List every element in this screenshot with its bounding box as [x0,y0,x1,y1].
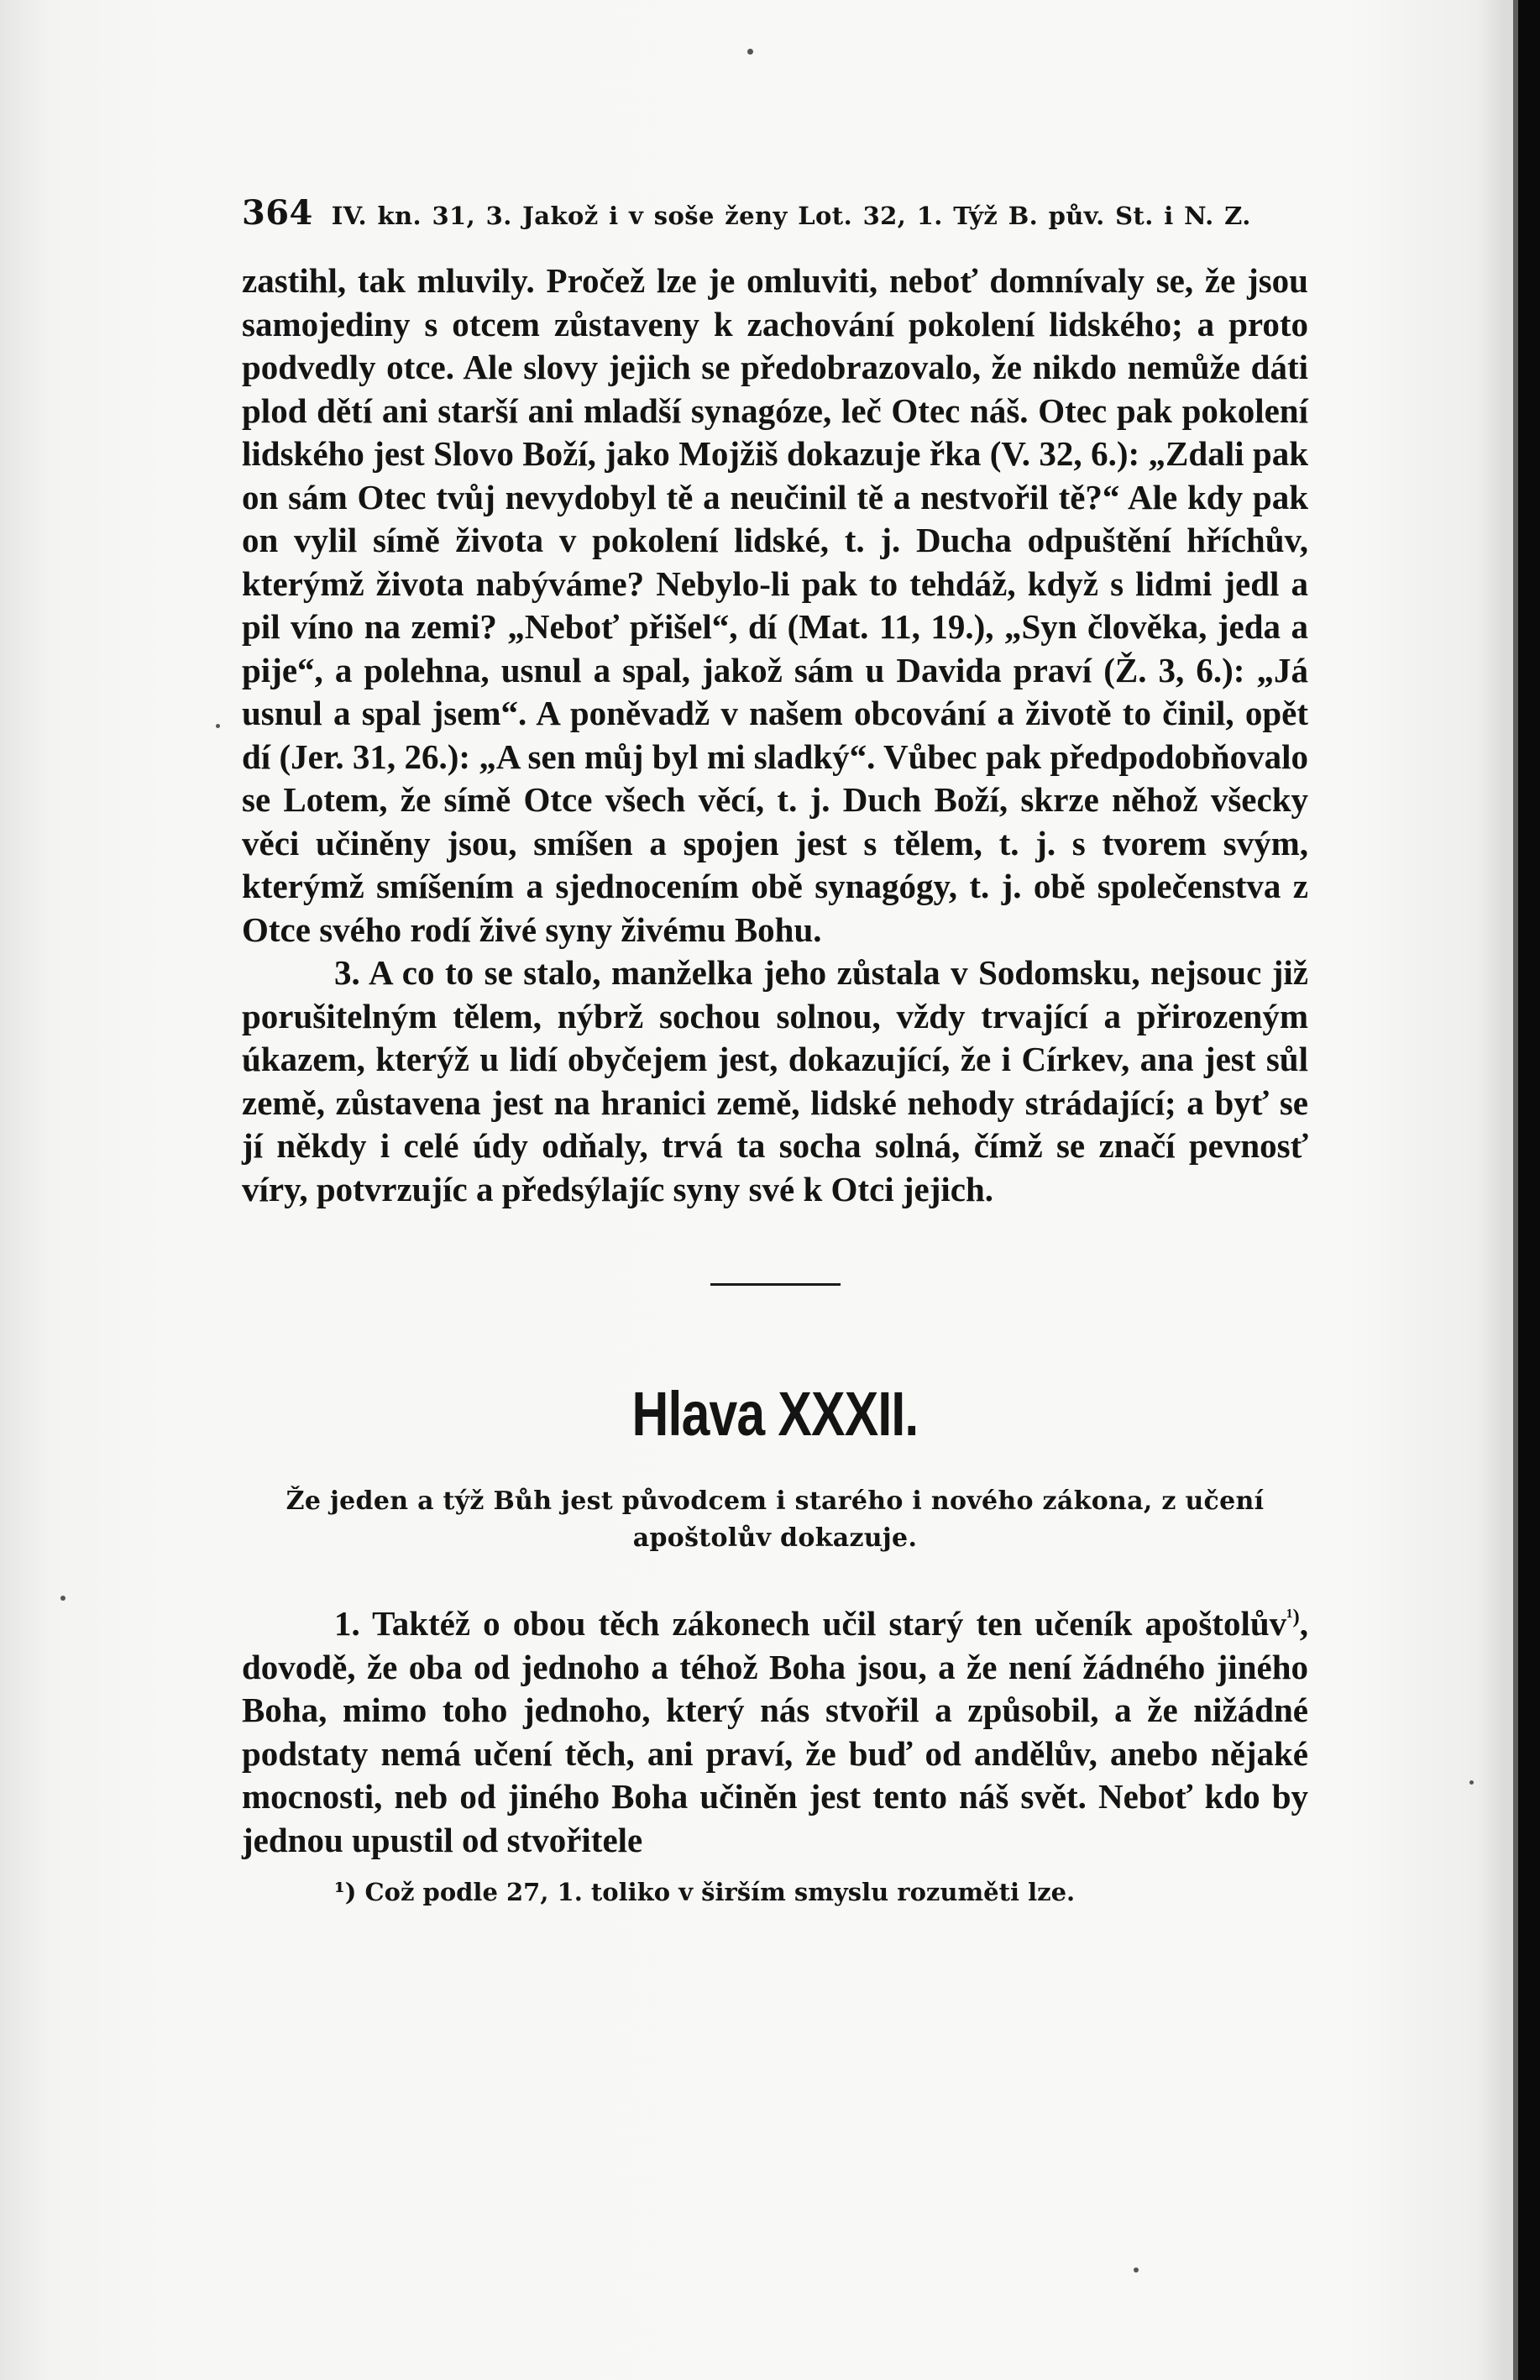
chapter-32-text [242,1602,1308,1862]
paragraph-text-rest: , dovodě, že oba od jednoho a téhož Boha jsou, a že není žádného jiného Boha, mimo toho jednoho, který nás stvořil a způsobil, a že nižádné podstaty nemá učení těch, ani praví, že buď od andělův, anebo nějaké mocnosti, neb od jiného Boha učiněn jest tento náš svět. Neboť kdo by jednou upustil od stvořitele [242,1604,1308,1859]
scan-speck [1469,1780,1474,1785]
page-number: 364 [242,193,313,233]
paragraph-section-3: 3. A co to se stalo, manželka jeho zůstala v Sodomsku, nejsouc již porušitelným tělem, nýbrž sochou solnou, vždy trvající a přirozeným úkazem, kterýž u lidí obyčejem jest, dokazující, že i Církev, ana jest sůl země, zůstavena jest na hranici země, lidské nehody strádající; a byť se jí někdy i celé údy odňaly, trvá ta socha solná, čímž se značí pevnosť víry, potvrzujíc a předsýlajíc syny své k Otci jejich. [242,953,1308,1208]
scan-speck [60,1596,65,1601]
scan-speck [1134,2267,1139,2273]
chapter-subtitle: Že jeden a týž Bůh jest původcem i starého i nového zákona, z učení apoštolův dokazuje. [285,1486,1265,1553]
running-header [242,193,1308,233]
footnote-marker: ¹) [334,1878,357,1906]
running-title: IV. kn. 31, 3. Jakož i v soše ženy Lot. 32, 1. Týž B. pův. St. i N. Z. [331,202,1251,230]
paragraph-text-start: 1. Taktéž o obou těch zákonech učil starý ten učeník apoštolův [334,1604,1287,1643]
footnote [242,1875,1308,1909]
paragraph-continuation: zastihl, tak mluvily. Pročež lze je omluviti, neboť domnívaly se, že jsou samojediny s otcem zůstaveny k zachování pokolení lidského; a proto podvedly otce. Ale slovy jejich se předobrazovalo, že nikdo nemůže dáti plod dětí ani starší ani mladší synagóze, leč Otec náš. Otec pak pokolení lidského jest Slovo Boží, jako Mojžiš dokazuje řka (V. 32, 6.): „Zdali pak on sám Otec tvůj nevydobyl tě a neučinil tě a nestvořil tě?“ Ale kdy pak on vylil símě života v pokolení lidské, t. j. Ducha odpuštění hříchův, kterýmž života nabýváme? Nebylo-li pak to tehdáž, když s lidmi jedl a pil víno na zemi? „Neboť přišel“, dí (Mat. 11, 19.), „Syn člověka, jeda a pije“, a polehna, usnul a spal, jakož sám u Davida praví (Ž. 3, 6.): „Já usnul a spal jsem“. A poněvadž v našem obcování a životě to činil, opět dí (Jer. 31, 26.): „A sen můj byl mi sladký“. Vůbec pak předpodobňovalo se Lotem, že símě Otce všech věcí, t. j. Duch Boží, skrze něhož všecky věci učiněny jsou, smíšen a spojen jest s tělem, t. j. s tvorem svým, kterýmž smíšením a sjednocením obě synagógy, t. j. obě společenstva z Otce svého rodí živé syny živému Bohu. [242,261,1308,949]
book-page [242,193,1308,1909]
spacer [242,1557,1308,1602]
chapter-31-text [242,259,1308,1211]
scan-speck [216,724,220,728]
section-divider [710,1283,841,1286]
scan-speck [747,49,753,55]
footnote-reference[interactable]: ¹) [1286,1605,1300,1628]
chapter-title: Hlava XXXII. [631,1379,919,1449]
footnote-text: Což podle 27, 1. toliko v širším smyslu rozuměti lze. [364,1878,1076,1906]
scan-edge [1518,0,1540,2380]
paragraph-section-1 [242,1602,1308,1862]
